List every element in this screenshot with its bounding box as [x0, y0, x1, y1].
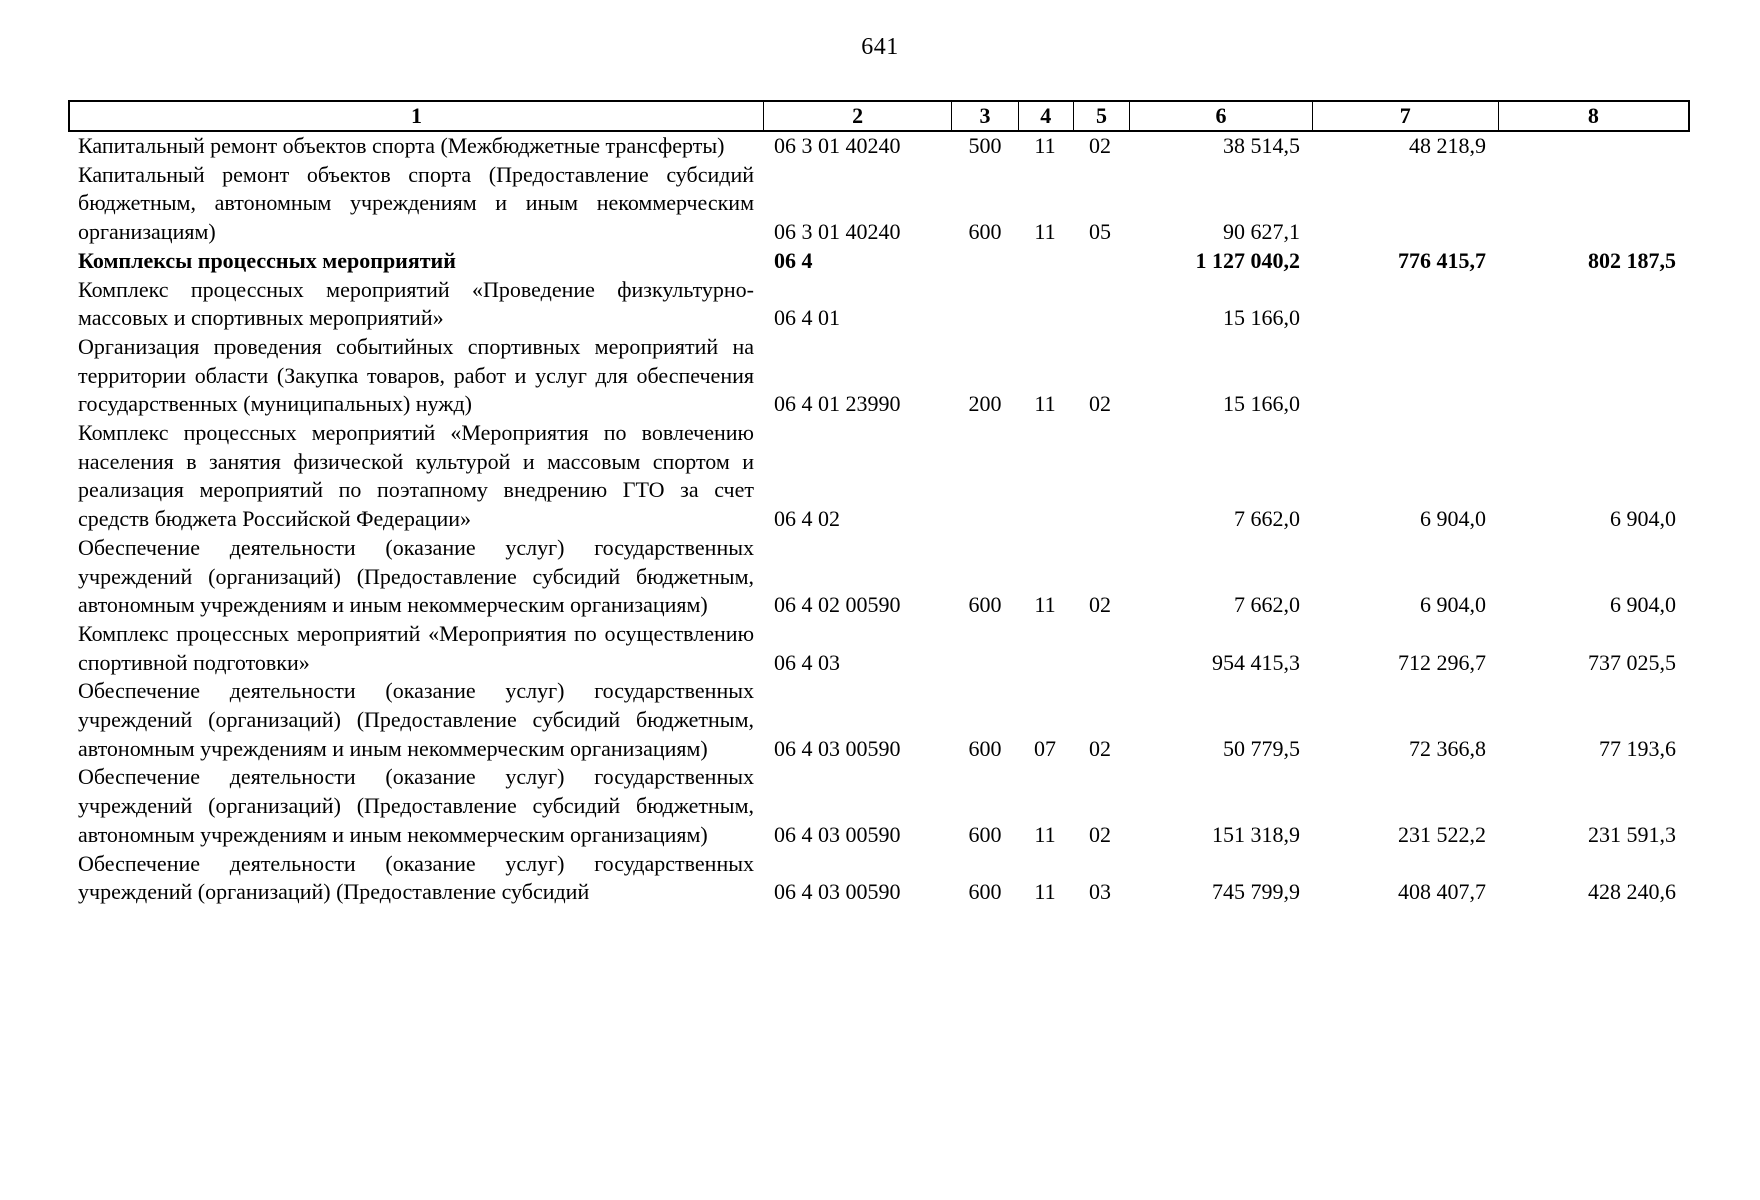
row-col-4: 11	[1034, 592, 1056, 618]
table-row	[68, 534, 1690, 620]
row-col-5: 05	[1089, 219, 1111, 245]
row-col-3: 500	[968, 133, 1002, 158]
row-col-4: 11	[1034, 879, 1056, 905]
row-value-6: 7 662,0	[1234, 506, 1300, 532]
row-value-6: 38 514,5	[1223, 133, 1300, 158]
row-value-6: 50 779,5	[1223, 735, 1300, 761]
row-value-6: 1 127 040,2	[1195, 247, 1300, 273]
row-code: 06 4 02 00590	[774, 592, 901, 618]
row-name: Капитальный ремонт объектов спорта (Межбюджетные трансферты)	[78, 133, 725, 158]
row-value-6: 15 166,0	[1223, 391, 1300, 417]
table-row	[68, 333, 1690, 419]
row-name: Обеспечение деятельности (оказание услуг) государственных учреждений (организаций) (Предоставление субсидий	[78, 850, 754, 905]
row-col-3: 600	[968, 592, 1002, 618]
row-col-4: 11	[1034, 391, 1056, 417]
row-col-5: 03	[1089, 879, 1111, 905]
table-row	[68, 677, 1690, 763]
header-col-5: 5	[1073, 102, 1130, 130]
header-col-3: 3	[951, 102, 1018, 130]
header-col-7: 7	[1312, 102, 1498, 130]
row-col-5: 02	[1089, 391, 1111, 417]
row-code: 06 4 03 00590	[774, 735, 901, 761]
row-code: 06 4 01 23990	[774, 391, 901, 417]
header-col-4: 4	[1018, 102, 1073, 130]
table-row	[68, 161, 1690, 247]
row-value-7: 6 904,0	[1420, 592, 1486, 618]
table-row	[68, 763, 1690, 849]
row-value-8: 6 904,0	[1610, 506, 1676, 532]
row-value-6: 90 627,1	[1223, 219, 1300, 245]
row-value-7: 712 296,7	[1398, 649, 1486, 675]
row-value-6: 151 318,9	[1212, 821, 1300, 847]
row-col-4: 11	[1034, 133, 1056, 158]
row-col-3: 600	[968, 821, 1002, 847]
table-header	[68, 100, 1690, 132]
row-name: Комплекс процессных мероприятий «Мероприятия по осуществлению спортивной подготовки»	[78, 620, 754, 675]
row-value-8: 6 904,0	[1610, 592, 1676, 618]
row-name: Комплекс процессных мероприятий «Мероприятия по вовлечению населения в занятия физической культурой и массовым спортом и реализация мероприятий по поэтапному внедрению ГТО за счет средств бюджета Российской Федерации»	[78, 420, 754, 532]
row-value-8: 737 025,5	[1588, 649, 1676, 675]
row-col-4: 11	[1034, 219, 1056, 245]
row-code: 06 4 03	[774, 649, 840, 675]
row-name: Капитальный ремонт объектов спорта (Предоставление субсидий бюджетным, автономным учреждениям и иным некоммерческим организациям)	[78, 161, 754, 245]
header-col-6: 6	[1129, 102, 1311, 130]
row-code: 06 3 01 40240	[774, 219, 901, 245]
row-value-8: 231 591,3	[1588, 821, 1676, 847]
row-col-3: 600	[968, 735, 1002, 761]
row-code: 06 4 03 00590	[774, 879, 901, 905]
row-name: Организация проведения событийных спортивных мероприятий на территории области (Закупка товаров, работ и услуг для обеспечения государственных (муниципальных) нужд)	[78, 333, 754, 417]
row-code: 06 4	[774, 247, 813, 273]
table-row	[68, 850, 1690, 907]
row-col-3: 600	[968, 219, 1002, 245]
row-value-7: 6 904,0	[1420, 506, 1486, 532]
budget-table	[68, 100, 1690, 907]
row-code: 06 4 02	[774, 506, 840, 532]
table-row	[68, 419, 1690, 534]
row-value-8: 802 187,5	[1588, 247, 1676, 273]
row-value-7: 231 522,2	[1398, 821, 1486, 847]
row-col-4: 11	[1034, 821, 1056, 847]
row-value-8: 77 193,6	[1599, 735, 1676, 761]
page-number: 641	[861, 34, 899, 60]
table-row	[68, 247, 1690, 276]
row-col-3: 600	[968, 879, 1002, 905]
row-name: Обеспечение деятельности (оказание услуг) государственных учреждений (организаций) (Предоставление субсидий бюджетным, автономным учреждениям и иным некоммерческим организациям)	[78, 764, 754, 847]
row-col-5: 02	[1089, 592, 1111, 618]
header-col-2: 2	[763, 102, 951, 130]
row-col-4: 07	[1034, 735, 1056, 761]
row-col-5: 02	[1089, 821, 1111, 847]
row-col-3: 200	[968, 391, 1002, 417]
row-value-7: 72 366,8	[1409, 735, 1486, 761]
table-row	[68, 132, 1690, 161]
table-body	[68, 132, 1690, 907]
row-code: 06 4 03 00590	[774, 821, 901, 847]
table-row	[68, 620, 1690, 677]
row-name: Обеспечение деятельности (оказание услуг) государственных учреждений (организаций) (Предоставление субсидий бюджетным, автономным учреждениям и иным некоммерческим организациям)	[78, 678, 754, 761]
row-value-6: 745 799,9	[1212, 879, 1300, 905]
row-name: Обеспечение деятельности (оказание услуг) государственных учреждений (организаций) (Предоставление субсидий бюджетным, автономным учреждениям и иным некоммерческим организациям)	[78, 534, 754, 618]
row-col-5: 02	[1089, 133, 1111, 158]
row-value-7: 48 218,9	[1409, 133, 1486, 158]
row-name: Комплексы процессных мероприятий	[78, 247, 456, 273]
row-value-8: 428 240,6	[1588, 879, 1676, 905]
row-value-7: 408 407,7	[1398, 879, 1486, 905]
row-value-6: 954 415,3	[1212, 649, 1300, 675]
row-name: Комплекс процессных мероприятий «Проведение физкультурно-массовых и спортивных мероприятий»	[78, 276, 754, 331]
header-col-8: 8	[1498, 102, 1688, 130]
table-row	[68, 276, 1690, 333]
row-value-6: 7 662,0	[1234, 592, 1300, 618]
header-col-1: 1	[410, 103, 422, 128]
row-code: 06 4 01	[774, 305, 840, 331]
row-code: 06 3 01 40240	[774, 133, 901, 158]
row-value-7: 776 415,7	[1398, 247, 1486, 273]
row-col-5: 02	[1089, 735, 1111, 761]
row-value-6: 15 166,0	[1223, 305, 1300, 331]
